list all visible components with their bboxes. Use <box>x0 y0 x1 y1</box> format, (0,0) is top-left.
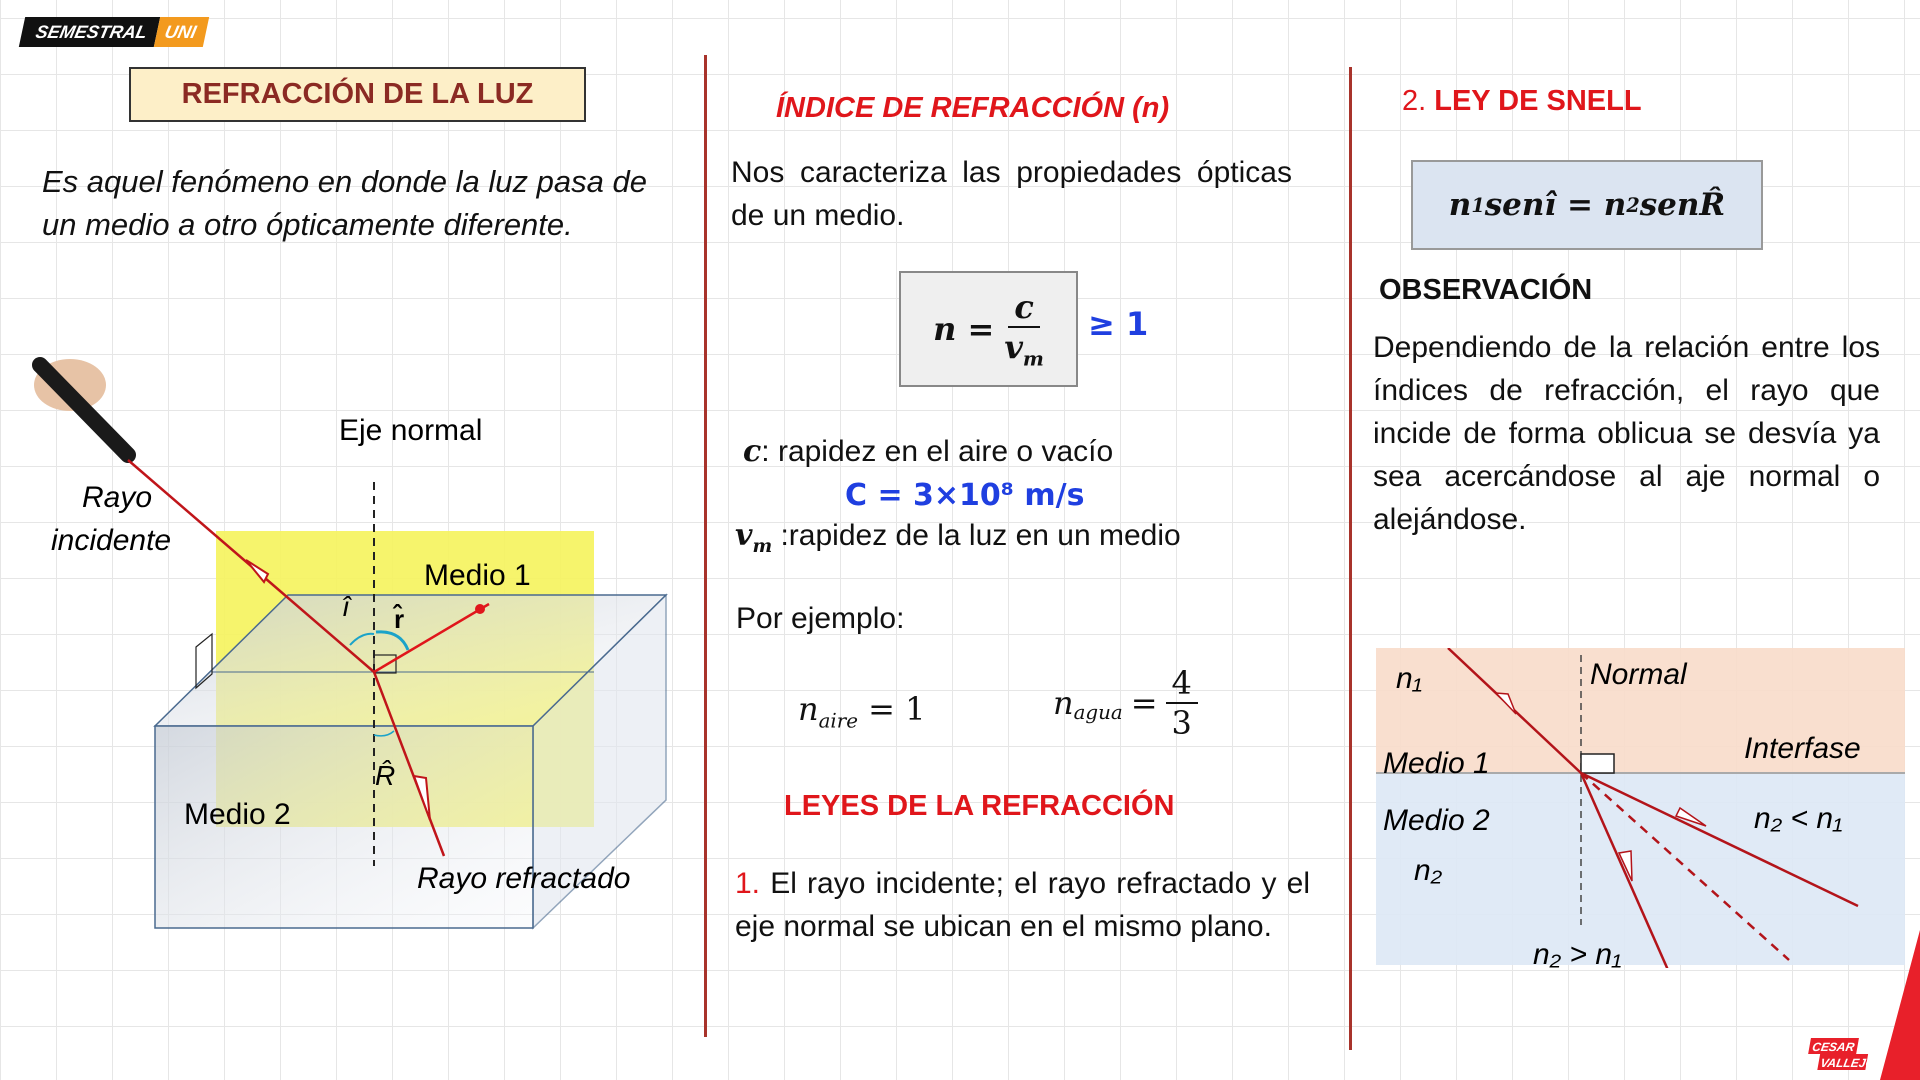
formula-numerator: c <box>1008 288 1039 328</box>
angle-R-label: R̂ <box>375 760 396 791</box>
formula-denominator: v <box>1004 327 1023 366</box>
label-n1: n₁ <box>1396 662 1423 695</box>
column-divider-1 <box>704 55 707 1037</box>
brand-corner <box>1800 930 1920 1080</box>
logo-part2: UNI <box>154 17 209 47</box>
n-agua-example <box>1053 664 1198 742</box>
handwritten-speed-of-light: C = 3×10⁸ m/s <box>845 478 1085 513</box>
n-agua-var: n <box>1053 684 1074 722</box>
snell-formula <box>1411 160 1763 250</box>
intro-text: Es aquel fenómeno en donde la luz pasa de un medio a otro ópticamente diferente. <box>42 164 647 242</box>
label-medio-2: Medio 2 <box>1383 804 1490 837</box>
refraction-index-intro: Nos caracteriza las propiedades ópticas de un medio. <box>731 156 1292 232</box>
vm-description: :rapidez de la luz en un medio <box>772 519 1181 552</box>
snell-sen2: senR̂ <box>1639 187 1726 223</box>
observation-text: Dependiendo de la relación entre los índices de refracción, el rayo que incide de forma oblicua se desvía ya sea acercándose al aje normal o alejándose. <box>1373 331 1880 536</box>
refraction-3d-diagram <box>0 0 700 1080</box>
observation-heading: OBSERVACIÓN <box>1379 274 1593 306</box>
angle-i-label: î <box>342 591 350 622</box>
snell-diagram <box>1376 648 1906 968</box>
formula-denominator-sub: m <box>1022 346 1044 371</box>
n-aire-sub: aire <box>818 709 858 733</box>
snell-sen1: senî = <box>1484 187 1593 223</box>
laws-heading: LEYES DE LA REFRACCIÓN <box>784 790 1175 822</box>
n-agua-sub: agua <box>1073 700 1123 724</box>
red-corner-shape <box>1880 930 1920 1080</box>
brand-line2: VALLEJO <box>1819 1056 1877 1070</box>
brand-line1: CESAR <box>1811 1040 1856 1054</box>
snell-n2: n <box>1603 187 1627 223</box>
law-1 <box>735 862 1310 948</box>
formula-lhs: n = <box>933 310 995 348</box>
column-divider-2 <box>1349 67 1352 1050</box>
n-agua-num: 4 <box>1166 664 1198 704</box>
label-n2: n₂ <box>1414 854 1443 887</box>
label-rayo-refractado: Rayo refractado <box>417 862 631 895</box>
label-n2-gt-n1: n₂ > n₁ <box>1533 938 1622 968</box>
label-interfase: Interfase <box>1744 732 1861 765</box>
snell-n1: n <box>1448 187 1472 223</box>
n-aire-value: = 1 <box>868 690 926 728</box>
c-definition <box>743 434 1113 469</box>
snell-heading <box>1402 85 1642 118</box>
label-incidente: incidente <box>51 524 172 557</box>
n-agua-den: 3 <box>1171 704 1192 742</box>
right-angle-mark <box>1581 754 1614 773</box>
n-aire-example <box>798 690 926 732</box>
laser-pointer-icon <box>34 359 128 455</box>
snell-s1: 1 <box>1471 193 1485 217</box>
refraction-index-formula <box>899 271 1078 387</box>
label-medio-1: Medio 1 <box>424 559 531 592</box>
angle-r-label: r̂ <box>394 604 405 634</box>
label-n2-lt-n1: n₂ < n₁ <box>1754 802 1843 835</box>
n-agua-eq: = <box>1130 684 1158 722</box>
label-normal: Normal <box>1590 658 1687 691</box>
law-1-text: El rayo incidente; el rayo refractado y el eje normal se ubican en el mismo plano. <box>735 867 1310 943</box>
label-medio-2: Medio 2 <box>184 798 291 831</box>
vm-symbol: v <box>735 518 753 553</box>
c-description: : rapidez en el aire o vacío <box>761 435 1114 468</box>
logo-part1: SEMESTRAL <box>19 17 160 47</box>
law-1-number: 1. <box>735 867 761 900</box>
refraction-index-heading: ÍNDICE DE REFRACCIÓN (n) <box>776 92 1170 124</box>
vm-sub: m <box>752 536 773 557</box>
label-eje-normal: Eje normal <box>339 414 483 447</box>
page-title: REFRACCIÓN DE LA LUZ <box>129 67 586 122</box>
snell-title: LEY DE SNELL <box>1426 85 1642 117</box>
n-aire-var: n <box>798 690 819 728</box>
c-symbol: c <box>743 434 762 469</box>
snell-s2: 2 <box>1626 193 1640 217</box>
handwritten-inequality: ≥ 1 <box>1088 305 1149 343</box>
example-label: Por ejemplo: <box>736 602 905 635</box>
label-rayo: Rayo <box>82 481 153 514</box>
vm-definition <box>735 518 1181 557</box>
snell-number: 2. <box>1402 85 1427 117</box>
cesar-vallejo-logo <box>1805 1038 1880 1070</box>
label-medio-1: Medio 1 <box>1383 747 1490 780</box>
